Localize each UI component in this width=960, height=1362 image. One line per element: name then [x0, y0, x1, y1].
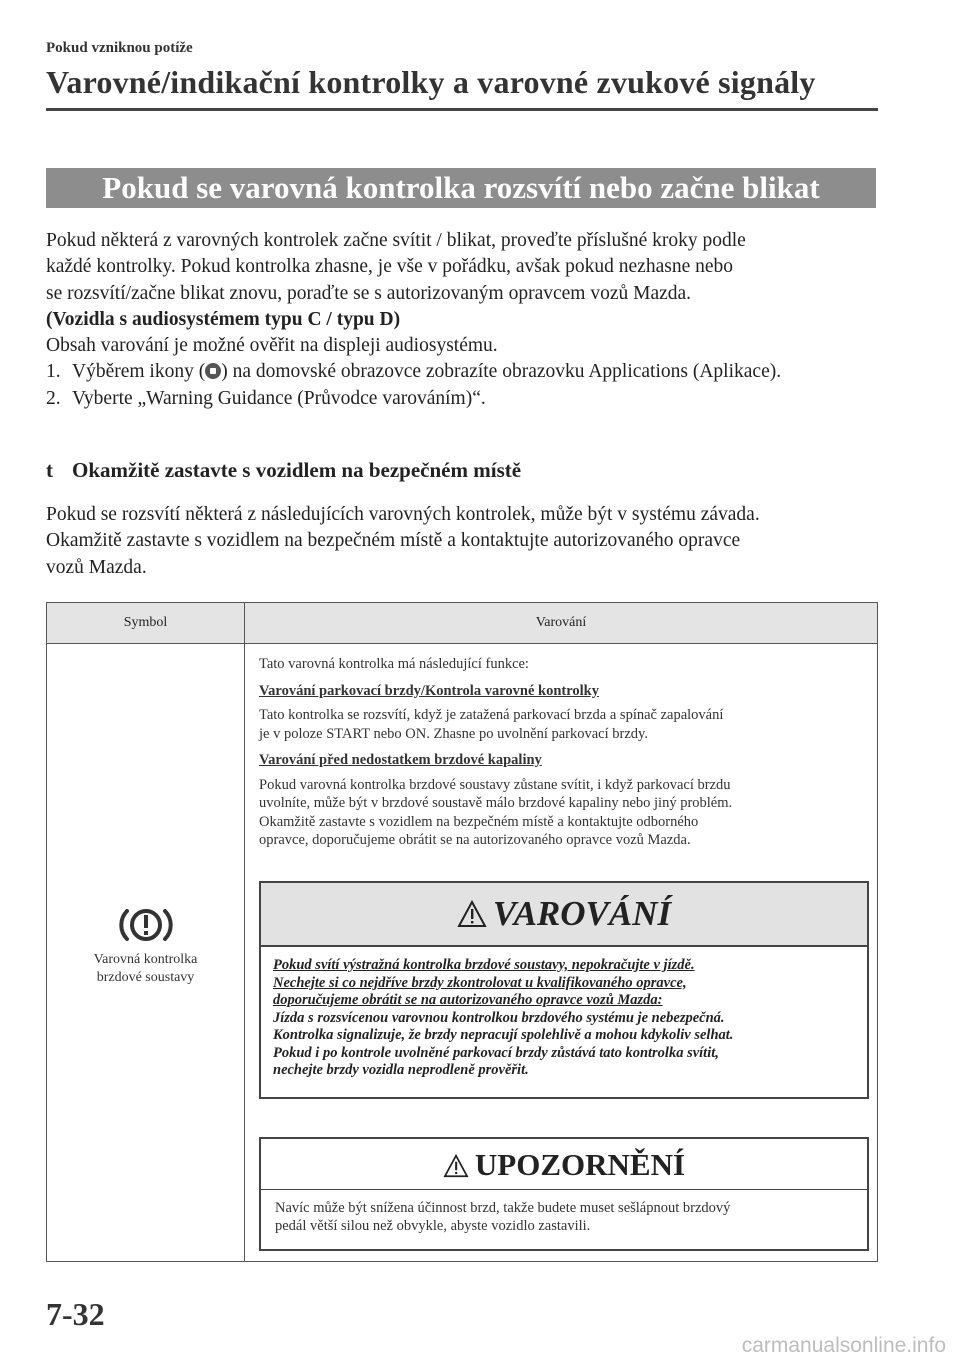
warning-line: Pokud i po kontrole uvolněné parkovací brzdy zůstává tato kontrolka svítit,	[273, 1044, 719, 1061]
warning-line: nechejte brzdy vozidla neprodleně prověřit.	[273, 1062, 529, 1078]
warning-line: Kontrolka signalizuje, že brzdy nepracují spolehlivě a mohou kdykoliv selhat.	[273, 1027, 734, 1043]
text-line: Okamžitě zastavte s vozidlem na bezpečném místě a kontaktujte odborného	[259, 813, 699, 830]
subsection-marker: t	[46, 458, 53, 482]
warning-box-body	[261, 947, 867, 1080]
subsection-line: Okamžitě zastavte s vozidlem na bezpečném místě a kontaktujte autorizovaného opravce	[46, 530, 741, 552]
warning-table	[46, 602, 878, 1262]
applications-icon	[205, 363, 221, 379]
page-number: 7-32	[46, 1296, 105, 1332]
brake-warning-icon	[117, 903, 175, 947]
text-brake-fluid	[259, 776, 859, 850]
caution-box-header	[261, 1139, 867, 1190]
table-header-symbol: Symbol	[47, 603, 245, 643]
step-2	[46, 386, 886, 412]
text-line: Tato kontrolka se rozsvítí, když je zatažená parkovací brzda a spínač zapalování	[259, 707, 724, 723]
intro-line: se rozsvítí/začne blikat znovu, poraďte se s autorizovaným opravcem vozů Mazda.	[46, 282, 692, 304]
warning-triangle-icon	[457, 900, 487, 928]
intro-line: každé kontrolky. Pokud kontrolka zhasne, je vše v pořádku, avšak pokud nezhasne nebo	[46, 256, 734, 278]
table-column-divider	[244, 643, 245, 1261]
intro-line: Pokud některá z varovných kontrolek začne svítit / blikat, proveďte příslušné kroky podle	[46, 230, 746, 251]
table-header-row	[47, 603, 877, 644]
heading-brake-fluid: Varování před nedostatkem brzdové kapaliny	[259, 752, 542, 768]
watermark: carmanualsonline.info	[741, 1334, 946, 1357]
warning-box	[259, 881, 869, 1099]
breadcrumb: Pokud vzniknou potíže	[46, 40, 193, 56]
title-rule	[46, 108, 878, 111]
caution-title: UPOZORNĚNÍ	[474, 1147, 686, 1182]
symbol-label-line: brzdové soustavy	[96, 970, 195, 985]
warning-box-header	[261, 883, 867, 947]
symbol-label	[47, 951, 244, 987]
step-number: 1.	[46, 361, 61, 383]
warning-line-underlined: Pokud svítí výstražná kontrolka brzdové soustavy, nepokračujte v jízdě.	[273, 957, 695, 973]
caution-line: pedál větší silou než obvykle, abyste vozidlo zastavili.	[275, 1217, 591, 1234]
table-header-warning: Varování	[535, 615, 587, 630]
heading-parking-brake: Varování parkovací brzdy/Kontrola varovné kontrolky	[259, 682, 599, 699]
subsection-line: Pokud se rozsvítí některá z následujících varovných kontrolek, může být v systému závada.	[46, 504, 760, 525]
symbol-cell	[47, 903, 244, 987]
text-line: uvolníte, může být v brzdové soustavě málo brzdové kapaliny nebo jiný problém.	[259, 795, 733, 811]
warning-title: VAROVÁNÍ	[492, 894, 672, 933]
description-intro: Tato varovná kontrolka má následující funkce:	[259, 656, 529, 672]
audio-heading: (Vozidla s audiosystémem typu C / typu D)	[46, 308, 401, 330]
warning-line: Jízda s rozsvícenou varovnou kontrolkou brzdového systému je nebezpečná.	[273, 1009, 725, 1026]
step-number: 2.	[46, 387, 61, 409]
warning-line-underlined: Nechejte si co nejdříve brzdy zkontrolovat u kvalifikovaného opravce,	[273, 974, 687, 991]
text-parking-brake	[259, 706, 859, 743]
subsection-text	[46, 502, 886, 581]
symbol-label-line: Varovná kontrolka	[93, 952, 198, 967]
page-title: Varovné/indikační kontrolky a varovné zvukové signály	[46, 64, 816, 100]
audio-text: Obsah varování je možné ověřit na displeji audiosystému.	[46, 335, 498, 357]
step-text-before: Výběrem ikony (	[72, 361, 206, 383]
warning-line-underlined: doporučujeme obrátit se na autorizovaného opravce vozů Mazda:	[273, 992, 663, 1008]
description-cell	[259, 655, 859, 858]
step-text: Vyberte „Warning Guidance (Průvodce varováním)“.	[72, 387, 486, 409]
section-banner: Pokud se varovná kontrolka rozsvítí nebo začne blikat	[46, 168, 876, 208]
intro-text	[46, 228, 886, 412]
caution-box-body	[261, 1190, 867, 1245]
text-line: je v poloze START nebo ON. Zhasne po uvolnění parkovací brzdy.	[259, 725, 648, 742]
step-text-after: ) na domovské obrazovce zobrazíte obrazovku Applications (Aplikace).	[221, 361, 782, 383]
subsection-title-text: Okamžitě zastavte s vozidlem na bezpečném místě	[72, 458, 522, 482]
subsection-title	[46, 458, 521, 483]
caution-line: Navíc může být snížena účinnost brzd, takže budete muset sešlápnout brzdový	[275, 1200, 731, 1216]
text-line: opravce, doporučujeme obrátit se na autorizovaného opravce vozů Mazda.	[259, 832, 691, 848]
subsection-line: vozů Mazda.	[46, 556, 147, 578]
text-line: Pokud varovná kontrolka brzdové soustavy zůstane svítit, i když parkovací brzdu	[259, 776, 731, 793]
caution-triangle-icon	[443, 1154, 469, 1178]
caution-box	[259, 1137, 869, 1251]
step-1	[46, 359, 886, 385]
